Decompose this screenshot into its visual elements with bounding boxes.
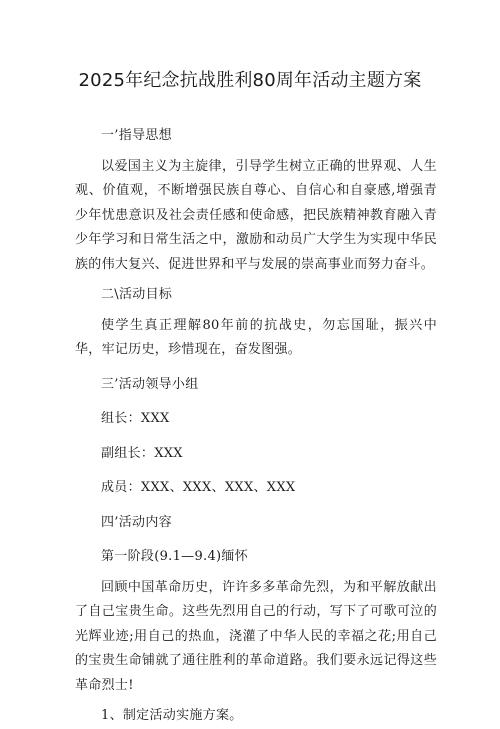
section-heading-leadership-group: 三’活动领导小组	[101, 376, 199, 392]
vice-leader-line: 副组长：XXX	[101, 445, 183, 461]
section-body-activity-goals: 使学生真正理解80年前的抗战史，勿忘国耻，振兴中华，牢记历史，珍惜现在，奋发图强。	[75, 317, 437, 357]
list-item-plan: 1、制定活动实施方案。	[101, 708, 243, 723]
leader-line: 组长：XXX	[101, 411, 170, 426]
stage-one-heading: 第一阶段(9.1—9.4)缅怀	[101, 549, 248, 564]
section-body-activity-content: 回顾中国革命历史，许许多多革命先烈，为和平解放献出了自己宝贵生命。这些先烈用自己的行动，写下了可歌可泣的光辉业迹;用自己的热血，浇灌了中华人民的幸福之花;用自己的宝贵生命铺就了通往胜利的革命道路。我们要永远记得这些革命烈士!	[75, 579, 437, 693]
document-body	[75, 120, 437, 729]
section-heading-activity-content: 四’活动内容	[101, 514, 172, 530]
section-heading-activity-goals: 二\活动目标	[101, 287, 173, 302]
section-body-guiding-ideology: 以爱国主义为主旋律，引导学生树立正确的世界观、人生观、价值观，不断增强民族自尊心、自信心和自豪感,增强青少年忧患意识及社会责任感和使命感，把民族精神教育融入青少年学习和日常生活之中，激励和动员广大学生为实现中华民族的伟大复兴、促进世界和平与发展的崇高事业而努力奋斗。	[75, 158, 437, 272]
section-heading-guiding-ideology: 一’指导思想	[101, 128, 172, 143]
members-line: 成员：XXX、XXX、XXX、XXX	[101, 480, 296, 495]
page-title: 2025年纪念抗战胜利80周年活动主题方案	[78, 70, 422, 91]
